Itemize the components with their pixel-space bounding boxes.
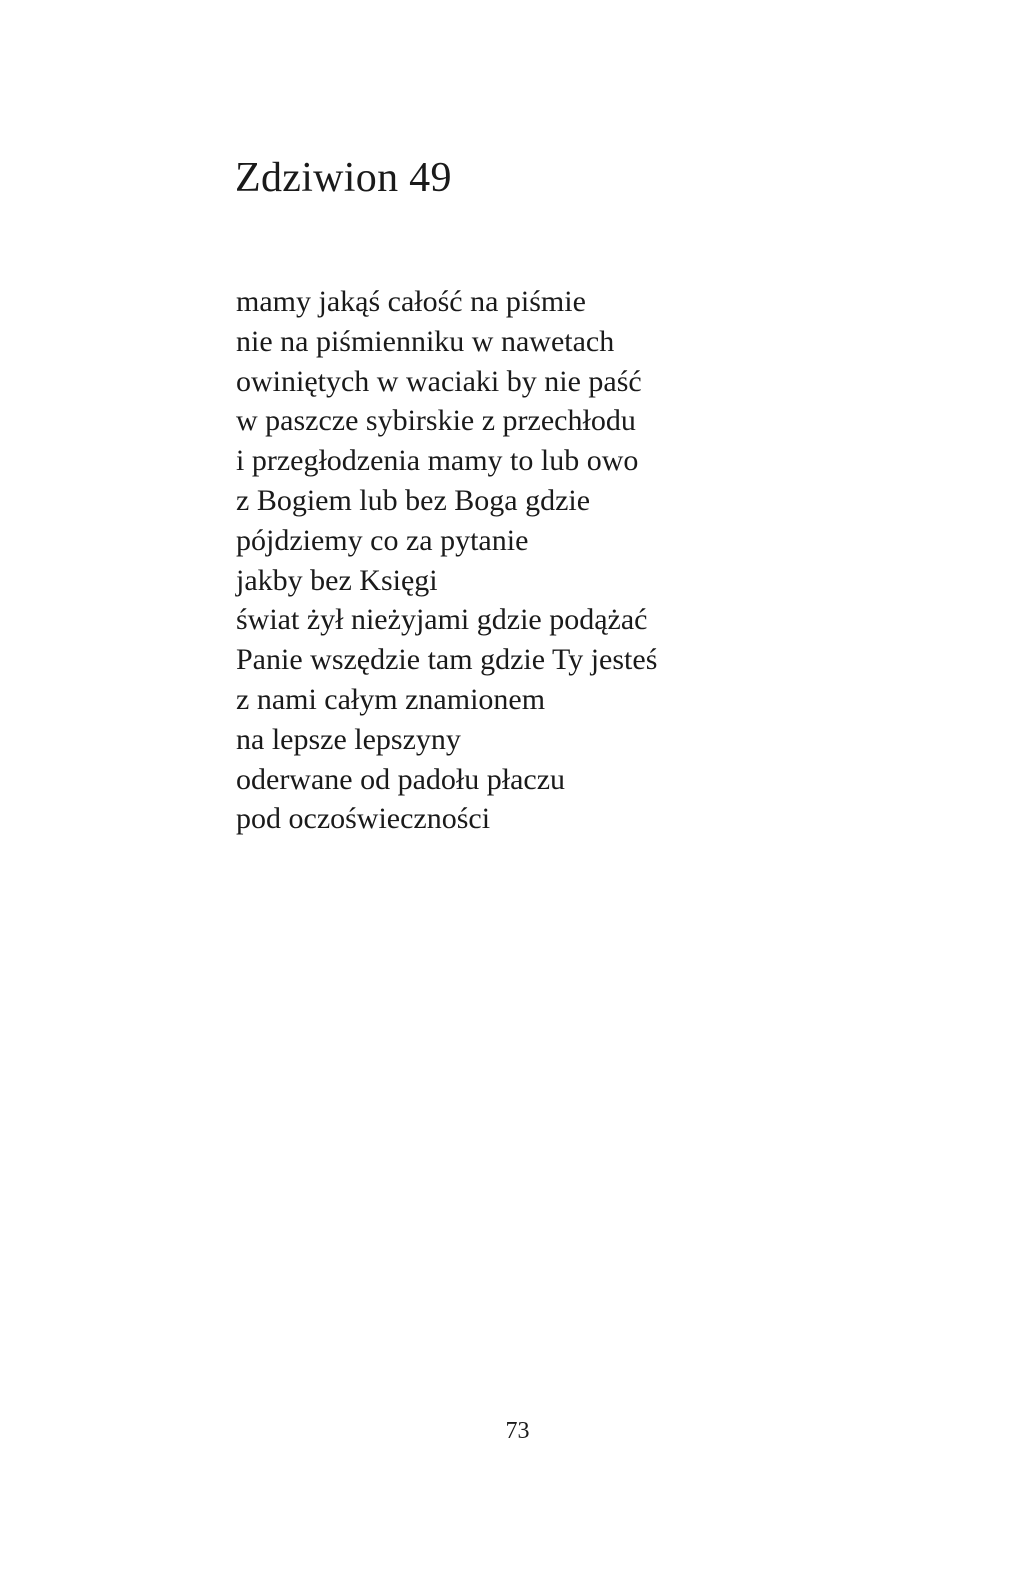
- poem-title: Zdziwion 49: [235, 155, 452, 201]
- poem-line: Panie wszędzie tam gdzie Ty jesteś: [236, 643, 658, 677]
- poem-line: oderwane od padołu płaczu: [236, 762, 566, 796]
- poem-line: pójdziemy co za pytanie: [236, 523, 529, 557]
- page-number: 73: [505, 1418, 530, 1444]
- poem-line: owiniętych w waciaki by nie paść: [236, 364, 642, 398]
- poem-line: z nami całym znamionem: [236, 682, 546, 716]
- poem-line: jakby bez Księgi: [236, 563, 438, 597]
- poem-line: i przegłodzenia mamy to lub owo: [236, 444, 639, 478]
- poem-line: na lepsze lepszyny: [236, 722, 461, 756]
- poem-line: mamy jakąś całość na piśmie: [236, 285, 586, 318]
- poem-line: nie na piśmienniku w nawetach: [236, 324, 615, 358]
- poem-line: z Bogiem lub bez Boga gdzie: [236, 483, 591, 517]
- poem-line: w paszcze sybirskie z przechłodu: [236, 404, 636, 438]
- poem-body: [236, 282, 657, 839]
- poem-line: pod oczoświeczności: [236, 802, 491, 836]
- poem-line: świat żył nieżyjami gdzie podążać: [236, 603, 648, 637]
